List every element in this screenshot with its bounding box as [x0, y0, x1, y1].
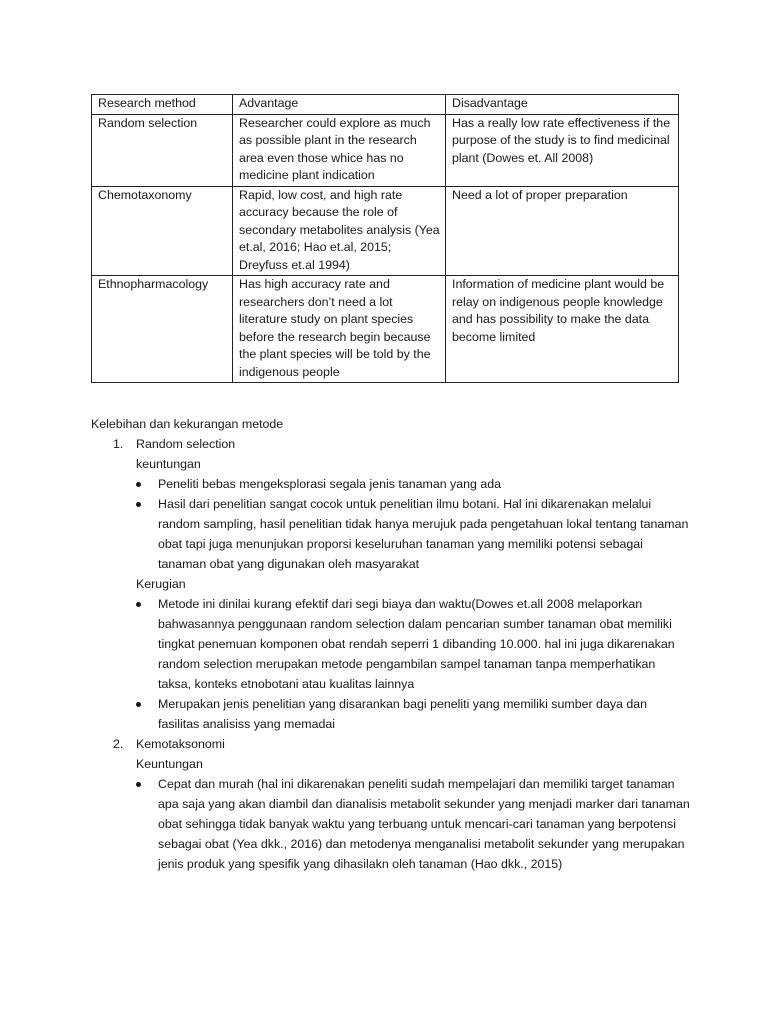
header-disadvantage: Disadvantage [446, 95, 679, 115]
table-row [92, 114, 679, 186]
method-cell: Ethnopharmacology [92, 276, 233, 383]
list-item: Metode ini dinilai kurang efektif dari segi biaya dan waktu(Dowes et.all 2008 melaporkan bahwasannya penggunaan random selection dalam pencarian sumber tanaman obat memiliki tingkat penemuan komponen obat rendah seperri 1 dibanding 10.000. hal ini juga dikarenakan random selection merupakan metode pengambilan sampel tanaman tanpa memperhatikan taksa, konteks etnobotani atau kualitas lainnya [136, 594, 691, 694]
notes-heading: Kelebihan dan kekurangan metode [91, 417, 284, 431]
bullet-icon [136, 482, 141, 487]
advantage-cell: Rapid, low cost, and high rate accuracy because the role of secondary metabolites analysis (Yea et.al, 2016; Hao et.al, 2015; Dreyfuss et.al 1994) [233, 186, 446, 276]
advantages-list [136, 774, 691, 874]
header-research-method: Research method [92, 95, 233, 115]
bullet-icon [136, 602, 141, 607]
list-number: 1. [113, 437, 124, 451]
list-item: Merupakan jenis penelitian yang disarankan bagi peneliti yang memiliki sumber daya dan fasilitas analisiss yang memadai [136, 694, 691, 734]
header-advantage: Advantage [233, 95, 446, 115]
advantages-label: Keuntungan [136, 757, 203, 771]
list-number: 2. [113, 737, 124, 751]
disadvantage-cell: Information of medicine plant would be relay on indigenous people knowledge and has possibility to make the data become limited [446, 276, 679, 383]
table-row [92, 186, 679, 276]
method-cell: Random selection [92, 114, 233, 186]
list-item: Peneliti bebas mengeksplorasi segala jenis tanaman yang ada [136, 474, 691, 494]
bullet-icon [136, 502, 141, 507]
bullet-icon [136, 702, 141, 707]
table-header-row [92, 95, 679, 115]
methods-list [91, 434, 691, 874]
advantage-cell: Researcher could explore as much as possible plant in the research area even those whice has no medicine plant indication [233, 114, 446, 186]
advantages-list [136, 474, 691, 574]
bullet-icon [136, 782, 141, 787]
disadvantage-cell: Has a really low rate effectiveness if the purpose of the study is to find medicinal plant (Dowes et. All 2008) [446, 114, 679, 186]
table-row [92, 276, 679, 383]
list-item-kemotaksonomi [91, 734, 691, 874]
advantage-cell: Has high accuracy rate and researchers don’t need a lot literature study on plant species before the research begin because the plant species will be told by the indigenous people [233, 276, 446, 383]
list-item-random-selection [91, 434, 691, 734]
disadvantages-list [136, 594, 691, 734]
list-item: Cepat dan murah (hal ini dikarenakan peneliti sudah mempelajari dan memiliki target tanaman apa saja yang akan diambil dan dianalisis metabolit sekunder yang menjadi marker dari tanaman obat sehingga tidak banyak waktu yang terbuang untuk mencari-cari tanaman yang berpotensi sebagai obat (Yea dkk., 2016) dan metodenya menganalisi metabolit sekunder yang merupakan jenis produk yang spesifik yang dihasilakn oleh tanaman (Hao dkk., 2015) [136, 774, 691, 874]
disadvantages-label: Kerugian [136, 577, 186, 591]
method-cell: Chemotaxonomy [92, 186, 233, 276]
section-title: Random selection [136, 437, 236, 451]
list-item: Hasil dari penelitian sangat cocok untuk penelitian ilmu botani. Hal ini dikarenakan melalui random sampling, hasil penelitian tidak hanya merujuk pada pengetahuan lokal tentang tanaman obat tapi juga menunjukan proporsi keseluruhan tanaman yang memiliki potensi sebagai tanaman obat yang digunakan oleh masyarakat [136, 494, 691, 574]
notes-section [91, 414, 691, 874]
research-methods-table [91, 94, 679, 383]
section-title: Kemotaksonomi [136, 737, 225, 751]
disadvantage-cell: Need a lot of proper preparation [446, 186, 679, 276]
advantages-label: keuntungan [136, 457, 201, 471]
